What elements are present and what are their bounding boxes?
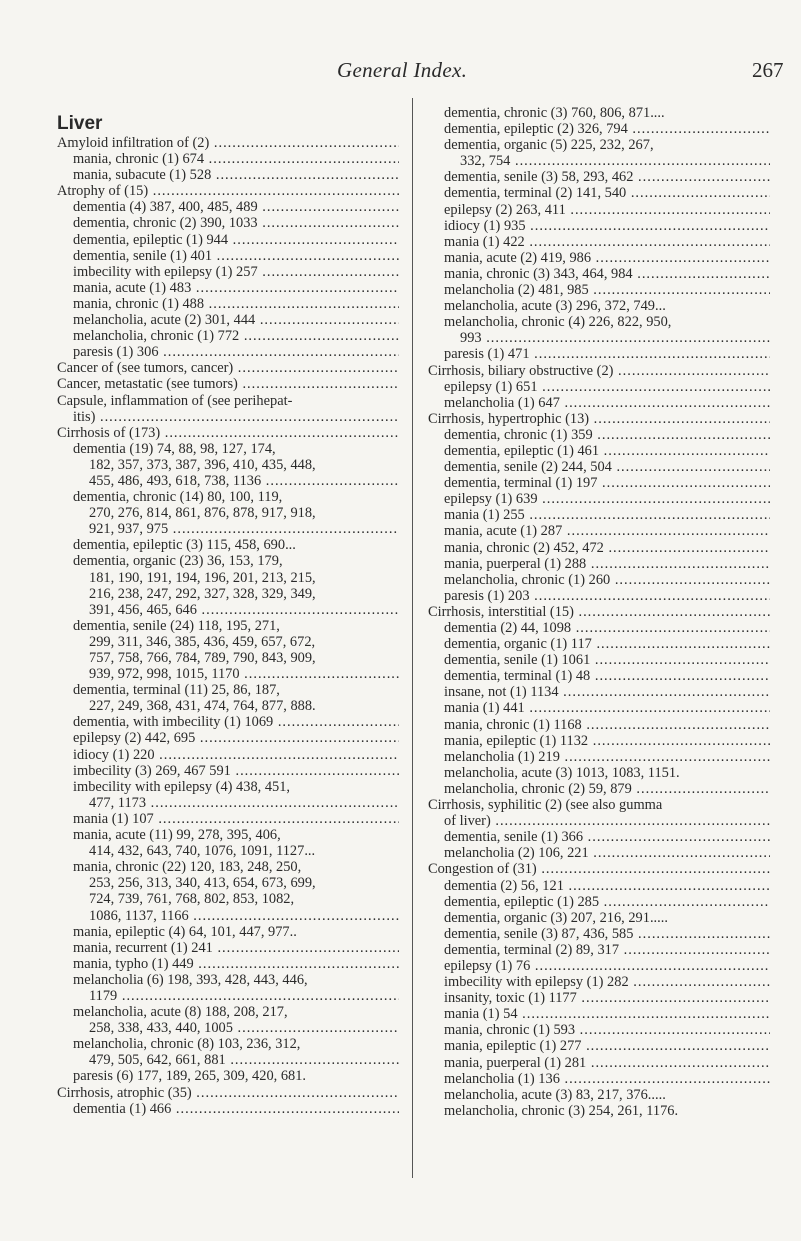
index-entry: 414, 432, 643, 740, 1076, 1091, 1127... (89, 843, 316, 860)
section-heading: Liver (57, 113, 103, 134)
index-entry: insane, not (1) 1134 ..... (428, 684, 770, 700)
index-entry: imbecility (3) 269, 467 591 ..... (57, 763, 399, 779)
index-entry: epilepsy (2) 263, 411 ..... (428, 202, 770, 218)
index-entry: mania, puerperal (1) 281 ..... (428, 1055, 770, 1071)
index-entry: melancholia, acute (3) 1013, 1083, 1151. (444, 764, 680, 781)
index-entry: dementia, epileptic (3) 115, 458, 690... (73, 537, 296, 554)
running-title: General Index. (337, 58, 468, 82)
index-column-right (428, 105, 770, 1119)
index-entry: mania, chronic (3) 343, 464, 984 ..... (428, 266, 770, 282)
index-entry: idiocy (1) 935 ..... (428, 218, 770, 234)
index-entry: dementia, senile (3) 58, 293, 462 ..... (428, 169, 770, 185)
index-entry: 921, 937, 975 ..... (57, 521, 399, 537)
index-entry: melancholia, chronic (4) 226, 822, 950, (444, 314, 672, 331)
index-entry: dementia (4) 387, 400, 485, 489 ..... (57, 199, 399, 215)
index-entry: 757, 758, 766, 784, 789, 790, 843, 909, (89, 650, 316, 666)
page-header (0, 58, 801, 88)
index-entry: dementia, senile (24) 118, 195, 271, (73, 617, 280, 634)
index-entry: mania (1) 54 ..... (428, 1006, 770, 1022)
index-entry: 182, 357, 373, 387, 396, 410, 435, 448, (89, 456, 316, 473)
index-entry: mania (1) 107 ..... (57, 811, 399, 827)
index-entry: dementia, terminal (2) 89, 317 ..... (428, 942, 770, 958)
index-entry: mania, acute (1) 483 ..... (57, 280, 399, 296)
index-entry: melancholia, chronic (8) 103, 236, 312, (73, 1036, 301, 1053)
index-entry: mania, chronic (22) 120, 183, 248, 250, (73, 859, 302, 876)
index-entry: dementia (2) 56, 121 ..... (428, 878, 770, 894)
index-entry: dementia, terminal (11) 25, 86, 187, (73, 682, 280, 699)
index-entry: melancholia, acute (3) 296, 372, 749... (444, 298, 666, 315)
index-entry: mania, acute (11) 99, 278, 395, 406, (73, 827, 281, 844)
index-entry: mania, chronic (1) 1168 ..... (428, 717, 770, 733)
index-column-left (57, 105, 399, 1117)
index-entry: dementia, senile (1) 366 ..... (428, 829, 770, 845)
index-entry: 391, 456, 465, 646 ..... (57, 602, 399, 618)
index-entry: melancholia, chronic (2) 59, 879 ..... (428, 781, 770, 797)
index-entry: dementia (1) 466 ..... (57, 1101, 399, 1117)
index-entry: paresis (1) 306 ..... (57, 344, 399, 360)
index-entry: mania (1) 255 ..... (428, 507, 770, 523)
index-entry: melancholia (2) 106, 221 ..... (428, 845, 770, 861)
index-entry: melancholia (6) 198, 393, 428, 443, 446, (73, 971, 308, 988)
index-entry: 270, 276, 814, 861, 876, 878, 917, 918, (89, 505, 316, 522)
index-entry: melancholia (2) 481, 985 ..... (428, 282, 770, 298)
index-entry: Cirrhosis, biliary obstructive (2) ..... (428, 363, 770, 379)
index-entry: idiocy (1) 220 ..... (57, 747, 399, 763)
index-entry: Cirrhosis, hypertrophic (13) ..... (428, 411, 770, 427)
index-entry: mania, chronic (2) 452, 472 ..... (428, 540, 770, 556)
index-entry: paresis (6) 177, 189, 265, 309, 420, 681. (73, 1068, 307, 1085)
index-entry: mania, subacute (1) 528 ..... (57, 167, 399, 183)
index-entry: mania (1) 422 ..... (428, 234, 770, 250)
index-entry: 1179 ..... (57, 988, 399, 1004)
index-entry: dementia, senile (2) 244, 504 ..... (428, 459, 770, 475)
index-entry: melancholia (1) 136 ..... (428, 1071, 770, 1087)
index-entry: Cirrhosis, syphilitic (2) (see also gumma (428, 797, 663, 814)
index-entry: dementia, organic (23) 36, 153, 179, (73, 553, 283, 570)
index-entry: mania, epileptic (4) 64, 101, 447, 977.. (73, 923, 297, 940)
index-entry: Amyloid infiltration of (2) ..... (57, 135, 399, 151)
index-entry: dementia, terminal (2) 141, 540 ..... (428, 185, 770, 201)
index-entry: dementia, terminal (1) 197 ..... (428, 475, 770, 491)
index-entry: mania, acute (1) 287 ..... (428, 523, 770, 539)
index-entry: dementia (2) 44, 1098 ..... (428, 620, 770, 636)
index-entry: melancholia, chronic (1) 260 ..... (428, 572, 770, 588)
index-entry: mania, acute (2) 419, 986 ..... (428, 250, 770, 266)
index-entry: dementia, senile (3) 87, 436, 585 ..... (428, 926, 770, 942)
index-entry: dementia, epileptic (1) 461 ..... (428, 443, 770, 459)
index-entry: dementia, with imbecility (1) 1069 ..... (57, 714, 399, 730)
index-entry: mania, epileptic (1) 1132 ..... (428, 733, 770, 749)
index-entry: epilepsy (2) 442, 695 ..... (57, 730, 399, 746)
index-entry: mania, chronic (1) 488 ..... (57, 296, 399, 312)
index-entry: insanity, toxic (1) 1177 ..... (428, 990, 770, 1006)
index-entry: dementia, chronic (1) 359 ..... (428, 427, 770, 443)
index-entry: mania, chronic (1) 593 ..... (428, 1022, 770, 1038)
index-entry: itis) ..... (57, 409, 399, 425)
index-entry: dementia, senile (1) 1061 ..... (428, 652, 770, 668)
index-entry: Cancer of (see tumors, cancer) ..... (57, 360, 399, 376)
index-entry: dementia, organic (1) 117 ..... (428, 636, 770, 652)
index-entry: 939, 972, 998, 1015, 1170 ..... (57, 666, 399, 682)
index-entry: melancholia (1) 647 ..... (428, 395, 770, 411)
index-entry: Cancer, metastatic (see tumors) ..... (57, 376, 399, 392)
index-entry: mania, chronic (1) 674 ..... (57, 151, 399, 167)
index-entry: 253, 256, 313, 340, 413, 654, 673, 699, (89, 875, 316, 892)
index-entry: melancholia, acute (3) 83, 217, 376..... (444, 1086, 666, 1103)
index-entry: epilepsy (1) 639 ..... (428, 491, 770, 507)
index-entry: dementia, terminal (1) 48 ..... (428, 668, 770, 684)
index-entry: 724, 739, 761, 768, 802, 853, 1082, (89, 891, 295, 908)
index-entry: 258, 338, 433, 440, 1005 ..... (57, 1020, 399, 1036)
index-entry: paresis (1) 203 ..... (428, 588, 770, 604)
index-entry: dementia (19) 74, 88, 98, 127, 174, (73, 440, 276, 457)
index-entry: 993 ..... (428, 330, 770, 346)
index-entry: 332, 754 ..... (428, 153, 770, 169)
index-entry: mania, epileptic (1) 277 ..... (428, 1038, 770, 1054)
index-entry: of liver) ..... (428, 813, 770, 829)
index-entry: melancholia (1) 219 ..... (428, 749, 770, 765)
index-entry: mania, typho (1) 449 ..... (57, 956, 399, 972)
index-entry: mania, puerperal (1) 288 ..... (428, 556, 770, 572)
index-entry: dementia, chronic (14) 80, 100, 119, (73, 489, 283, 506)
index-entry: dementia, chronic (2) 390, 1033 ..... (57, 215, 399, 231)
index-entry: dementia, organic (3) 207, 216, 291..... (444, 909, 668, 926)
index-entry: 479, 505, 642, 661, 881 ..... (57, 1052, 399, 1068)
index-entry: dementia, epileptic (2) 326, 794 ..... (428, 121, 770, 137)
index-entry: imbecility with epilepsy (4) 438, 451, (73, 778, 291, 795)
index-entry: melancholia, chronic (1) 772 ..... (57, 328, 399, 344)
index-entry: Cirrhosis, interstitial (15) ..... (428, 604, 770, 620)
index-entry: imbecility with epilepsy (1) 282 ..... (428, 974, 770, 990)
index-entry: 455, 486, 493, 618, 738, 1136 ..... (57, 473, 399, 489)
index-entry: Cirrhosis, atrophic (35) ..... (57, 1085, 399, 1101)
index-entry: paresis (1) 471 ..... (428, 346, 770, 362)
index-entry: mania, recurrent (1) 241 ..... (57, 940, 399, 956)
column-divider (412, 98, 413, 1178)
index-entry: dementia, epileptic (1) 285 ..... (428, 894, 770, 910)
index-entry: Congestion of (31) ..... (428, 861, 770, 877)
index-entry: 181, 190, 191, 194, 196, 201, 213, 215, (89, 569, 316, 586)
index-entry: Atrophy of (15) ..... (57, 183, 399, 199)
index-entry: 216, 238, 247, 292, 327, 328, 329, 349, (89, 585, 316, 602)
index-entry: 227, 249, 368, 431, 474, 764, 877, 888. (89, 698, 316, 715)
index-entry: epilepsy (1) 651 ..... (428, 379, 770, 395)
index-entry: 1086, 1137, 1166 ..... (57, 908, 399, 924)
index-entry: melancholia, acute (8) 188, 208, 217, (73, 1004, 288, 1021)
index-entry: 299, 311, 346, 385, 436, 459, 657, 672, (89, 633, 316, 650)
page-number: 267 (752, 58, 784, 82)
index-entry: mania (1) 441 ..... (428, 700, 770, 716)
index-entry: Cirrhosis of (173) ..... (57, 425, 399, 441)
index-entry: melancholia, chronic (3) 254, 261, 1176. (444, 1102, 679, 1119)
index-entry: dementia, epileptic (1) 944 ..... (57, 232, 399, 248)
index-entry: dementia, organic (5) 225, 232, 267, (444, 137, 654, 154)
index-entry: 477, 1173 ..... (57, 795, 399, 811)
index-entry: dementia, senile (1) 401 ..... (57, 248, 399, 264)
index-entry: epilepsy (1) 76 ..... (428, 958, 770, 974)
index-entry: melancholia, acute (2) 301, 444 ..... (57, 312, 399, 328)
index-entry: dementia, chronic (3) 760, 806, 871.... (444, 105, 665, 121)
index-entry: imbecility with epilepsy (1) 257 ..... (57, 264, 399, 280)
index-entry: Capsule, inflammation of (see perihepat- (57, 392, 293, 409)
